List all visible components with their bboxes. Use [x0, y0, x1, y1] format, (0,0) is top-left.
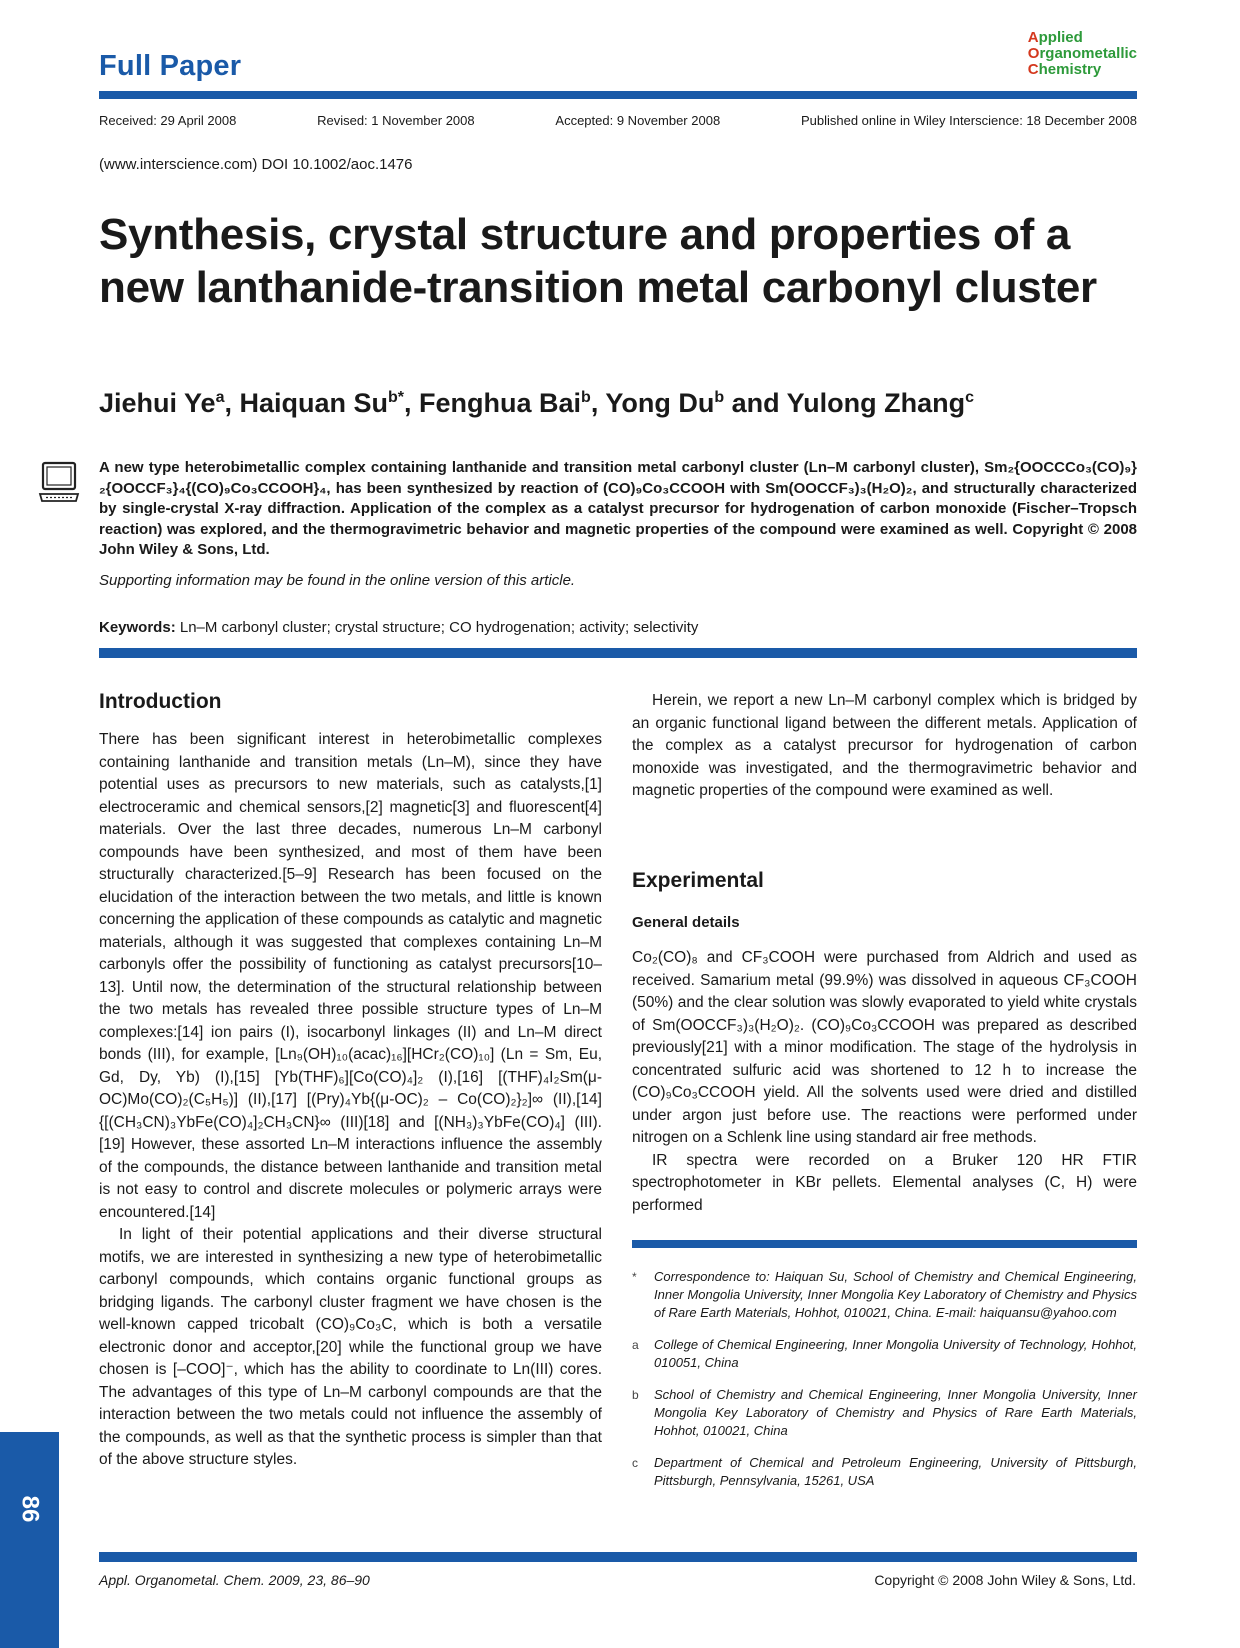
- keywords-text: Ln–M carbonyl cluster; crystal structure; CO hydrogenation; activity; selectivity: [179, 619, 699, 636]
- author-name: Yulong Zhang: [786, 388, 966, 418]
- intro-paragraph: Herein, we report a new Ln–M carbonyl complex which is bridged by an organic functional ligand between the different metals. Application of the complex as a catalyst precursor for hydrogenation of carbon monoxide was investigated, and the thermogravimetric behavior and magnetic properties of the compound were examined as well.: [632, 692, 1137, 799]
- footnote-text: College of Chemical Engineering, Inner Mongolia University of Technology, Hohhot, 010051, China: [654, 1337, 1137, 1370]
- copyright-notice: Copyright © 2008 John Wiley & Sons, Ltd.: [874, 1572, 1136, 1588]
- page-number: 86: [16, 1495, 44, 1523]
- revised-date: Revised: 1 November 2008: [317, 113, 475, 128]
- intro-paragraph: In light of their potential applications and their diverse structural motifs, we are interested in synthesizing a new type of heterobimetallic carbonyl compounds, which contains organic functional groups as bridging ligands. The carbonyl cluster fragment we have chosen is the well-known capped tricobalt (CO)₉Co₃C, which is both a versatile electronic donor and acceptor,[20] while the functional group we have chosen is [–COO]⁻, which has the ability to coordinate to Ln(III) cores. The advantages of this type of Ln–M carbonyl compounds are that the interaction between the two metals could not influence the assembly of the compounds, as well as that the synthetic process is simpler than that of the above structure styles.: [99, 1226, 602, 1468]
- logo-line-2: Organometallic: [1027, 45, 1137, 62]
- footnote-text: Department of Chemical and Petroleum Engineering, University of Pittsburgh, Pittsburgh, Pennsylvania, 15261, USA: [654, 1455, 1137, 1488]
- header-rule: [99, 91, 1137, 99]
- general-details-heading: General details: [632, 914, 740, 931]
- experimental-body: [632, 947, 1137, 1217]
- author-affiliation-mark: b: [581, 389, 591, 406]
- footnote-affiliation-c: [632, 1454, 1137, 1490]
- author-affiliation-mark: a: [215, 389, 225, 406]
- received-date: Received: 29 April 2008: [99, 113, 237, 128]
- footnote-text: School of Chemistry and Chemical Engineering, Inner Mongolia University, Inner Mongolia Key Laboratory of Chemistry and Physics of Rare Earth Materials, Hohhot, 010021, China: [654, 1387, 1137, 1438]
- footnote-affiliation-a: [632, 1336, 1137, 1372]
- logo-line-3: Chemistry: [1027, 61, 1102, 78]
- page-number-tab: [0, 1432, 59, 1648]
- footnote-correspondence: [632, 1268, 1137, 1322]
- article-dates: [99, 113, 1137, 128]
- published-date: Published online in Wiley Interscience: 18 December 2008: [800, 113, 1137, 128]
- author-list: Jiehui Ye$^a$, Haiquan $Su^{b*}$, Fenghua Bai$^b$, Yong Du$^b$ and Yulong Zhang$^c$: [99, 388, 975, 418]
- author-affiliation-mark: b*: [388, 389, 405, 406]
- footnote-affiliation-b: [632, 1386, 1137, 1440]
- supporting-info-note: Supporting information may be found in the online version of this article.: [99, 572, 576, 589]
- author-affiliation-mark: b: [714, 389, 725, 406]
- introduction-body: [99, 729, 602, 1472]
- author-name: Yong Du: [605, 388, 715, 418]
- footnote-mark: c: [632, 1456, 638, 1470]
- footnote-text: Correspondence to: Haiquan Su, School of Chemistry and Chemical Engineering, Inner Mongolia University, Inner Mongolia Key Laboratory of Chemistry and Physics of Rare Earth Materials, Hohhot, 010021, China. E-mail: haiquansu@yahoo.com: [654, 1269, 1137, 1320]
- logo-line-1: Applied: [1027, 29, 1083, 46]
- footnote-mark: *: [632, 1270, 637, 1284]
- keywords: [99, 619, 698, 636]
- experimental-heading: Experimental: [632, 869, 764, 892]
- journal-citation: Appl. Organometal. Chem. 2009, 23, 86–90: [99, 1572, 370, 1588]
- experimental-paragraph: Co₂(CO)₈ and CF₃COOH were purchased from Aldrich and used as received. Samarium metal (99.9%) was dissolved in aqueous CF₃COOH (50%) and the clear solution was slowly evaporated to yield white crystals of Sm(OOCCF₃)₃(H₂O)₂. (CO)₉Co₃CCOOH was prepared as described previously[21] with a minor modification. The stage of the hydrolysis in concentrated sulfuric acid was shortened to 12 h to increase the (CO)₉Co₃CCOOH yield. All the solvents used were dried and distilled under argon just before use. The reactions were performed under nitrogen on a Schlenk line using standard air free methods.: [632, 949, 1137, 1146]
- experimental-paragraph: IR spectra were recorded on a Bruker 120 HR FTIR spectrophotometer in KBr pellets. Elemental analyses (C, H) were performed: [632, 1151, 1137, 1214]
- author-affiliation-mark: c: [965, 389, 975, 406]
- accepted-date: Accepted: 9 November 2008: [555, 113, 721, 128]
- footnote-mark: a: [632, 1338, 639, 1352]
- keywords-label: Keywords:: [99, 619, 176, 636]
- doi-link[interactable]: (www.interscience.com) DOI 10.1002/aoc.1476: [99, 156, 413, 173]
- abstract-rule: [99, 648, 1137, 658]
- introduction-heading: Introduction: [99, 690, 222, 713]
- article-type-label: Full Paper: [99, 50, 242, 82]
- article-title: Synthesis, crystal structure and properties of a new lanthanide-transition metal carbonyl cluster: [99, 210, 1097, 312]
- author-name: Haiquan Su: [239, 388, 389, 418]
- abstract: A new type heterobimetallic complex containing lanthanide and transition metal carbonyl cluster (Ln–M carbonyl cluster), Sm₂{OOCCCo₃(CO)₉}₂{OOCCF₃}₄{(CO)₉Co₃CCOOH}₄, has been synthesized by reaction of (CO)₉Co₃CCOOH with Sm(OOCCF₃)₃(H₂O)₂, and structurally characterized by single-crystal X-ray diffraction. Application of the complex as a catalyst precursor for hydrogenation of carbon monoxide (Fischer–Tropsch reaction) was explored, and the thermogravimetric behavior and magnetic properties of the compound were examined as well. Copyright © 2008 John Wiley & Sons, Ltd.: [99, 459, 1137, 559]
- computer-icon: [38, 461, 80, 505]
- footnote-rule: [632, 1240, 1137, 1248]
- footer-rule: [99, 1552, 1137, 1562]
- footnotes: [632, 1268, 1137, 1504]
- author-name: Jiehui Ye: [99, 388, 216, 418]
- footnote-mark: b: [632, 1388, 639, 1402]
- journal-logo: [1028, 30, 1137, 78]
- intro-continuation: [632, 690, 1137, 803]
- author-name: Fenghua Bai: [419, 388, 582, 418]
- intro-paragraph: There has been significant interest in heterobimetallic complexes containing lanthanide and transition metals (Ln–M), since they have potential uses as precursors to new materials, such as catalysts,[1] electroceramic and chemical sensors,[2] magnetic[3] and fluorescent[4] materials. Over the last three decades, numerous Ln–M carbonyl compounds have been synthesized, and most of them have been structurally characterized.[5–9] Research has been focused on the elucidation of the interaction between the two metals, and little is known concerning the application of these compounds as catalytic and magnetic materials, although it was suggested that complexes containing Ln–M carbonyls offer the possibility of functioning as catalyst precursors[10–13]. Until now, the determination of the structural relationship between the two metals has revealed three possible structure types of Ln–M complexes:[14] ion pairs (I), isocarbonyl linkages (II) and Ln–M direct bonds (III), for example, [Ln₉(OH)₁₀(acac)₁₆][HCr₂(CO)₁₀] (Ln = Sm, Eu, Gd, Dy, Yb) (I),[15] [Yb(THF)₆][Co(CO)₄]₂ (I),[16] [(THF)₄I₂Sm(μ-OC)Mo(CO)₂(C₅H₅)] (II),[17] [(Pry)₄Yb{(μ-OC)₂ – Co(CO)₂}₂]∞ (II),[14] {[(CH₃CN)₃YbFe(CO)₄]₂CH₃CN}∞ (III)[18] and [(NH₃)₃YbFe(CO)₄] (III).[19] However, these assorted Ln–M interactions influence the assembly of the compounds, the distance between lanthanide and transition metal is not easy to control and discrete molecules or polymeric arrays were encountered.[14]: [99, 731, 602, 1221]
